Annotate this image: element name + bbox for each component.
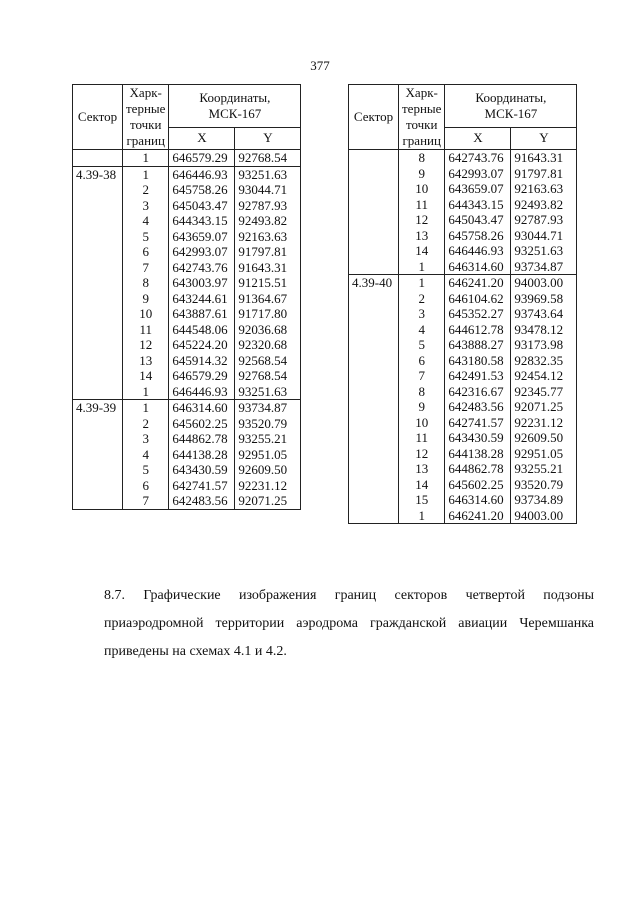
x-cell: 645758.26	[169, 182, 235, 198]
y-cell: 92163.63	[235, 229, 301, 245]
header-coordinates: Координаты, МСК-167	[445, 85, 577, 128]
x-cell: 644862.78	[169, 431, 235, 447]
y-cell: 93255.21	[511, 461, 577, 477]
x-cell: 643888.27	[445, 337, 511, 353]
x-cell: 644343.15	[169, 213, 235, 229]
y-cell: 93520.79	[511, 477, 577, 493]
sector-cell	[349, 415, 399, 431]
coordinates-table-left	[72, 84, 301, 510]
y-cell: 92951.05	[511, 446, 577, 462]
table-row	[73, 291, 301, 307]
point-cell: 1	[123, 150, 169, 167]
y-cell: 92768.54	[235, 368, 301, 384]
point-cell: 8	[123, 275, 169, 291]
table-row	[73, 447, 301, 463]
sector-cell: 4.39-39	[73, 400, 123, 416]
point-cell: 7	[399, 368, 445, 384]
x-cell: 646104.62	[445, 291, 511, 307]
table-row	[349, 461, 577, 477]
point-cell: 11	[399, 430, 445, 446]
x-cell: 645914.32	[169, 353, 235, 369]
x-cell: 645758.26	[445, 228, 511, 244]
y-cell: 93969.58	[511, 291, 577, 307]
point-cell: 14	[399, 477, 445, 493]
x-cell: 645602.25	[169, 416, 235, 432]
y-cell: 92071.25	[511, 399, 577, 415]
sector-cell	[73, 447, 123, 463]
y-cell: 93520.79	[235, 416, 301, 432]
point-cell: 1	[399, 259, 445, 275]
x-cell: 642483.56	[445, 399, 511, 415]
table-row	[73, 244, 301, 260]
x-cell: 644138.28	[169, 447, 235, 463]
y-cell: 91364.67	[235, 291, 301, 307]
table-row	[73, 229, 301, 245]
header-sector: Сектор	[73, 85, 123, 150]
point-cell: 10	[399, 415, 445, 431]
y-cell: 92787.93	[235, 198, 301, 214]
sector-cell	[73, 493, 123, 509]
table-row	[349, 259, 577, 275]
sector-cell	[73, 150, 123, 167]
x-cell: 645043.47	[445, 212, 511, 228]
sector-cell	[73, 291, 123, 307]
sector-cell	[349, 430, 399, 446]
point-cell: 8	[399, 150, 445, 166]
x-cell: 642483.56	[169, 493, 235, 509]
sector-cell	[349, 150, 399, 166]
point-cell: 2	[399, 291, 445, 307]
x-cell: 643659.07	[445, 181, 511, 197]
y-cell: 93251.63	[235, 166, 301, 182]
point-cell: 13	[123, 353, 169, 369]
y-cell: 92787.93	[511, 212, 577, 228]
table-row	[73, 493, 301, 509]
table-row	[73, 182, 301, 198]
y-cell: 93734.87	[235, 400, 301, 416]
table-row	[73, 478, 301, 494]
point-cell: 7	[123, 260, 169, 276]
y-cell: 92832.35	[511, 353, 577, 369]
sector-cell: 4.39-38	[73, 166, 123, 182]
y-cell: 93734.87	[511, 259, 577, 275]
x-cell: 644862.78	[445, 461, 511, 477]
table-row	[349, 477, 577, 493]
table-row	[73, 166, 301, 182]
sector-cell	[73, 322, 123, 338]
y-cell: 91643.31	[511, 150, 577, 166]
sector-cell	[73, 462, 123, 478]
point-cell: 3	[123, 198, 169, 214]
x-cell: 643003.97	[169, 275, 235, 291]
header-y: Y	[511, 127, 577, 149]
page-number: 377	[310, 58, 330, 73]
point-cell: 9	[399, 166, 445, 182]
y-cell: 92071.25	[235, 493, 301, 509]
point-cell: 13	[399, 461, 445, 477]
point-cell: 2	[123, 416, 169, 432]
point-cell: 5	[399, 337, 445, 353]
y-cell: 93251.63	[511, 243, 577, 259]
y-cell: 92493.82	[511, 197, 577, 213]
table-row	[73, 368, 301, 384]
point-cell: 4	[399, 322, 445, 338]
x-cell: 643244.61	[169, 291, 235, 307]
sector-cell	[349, 477, 399, 493]
table-row	[73, 150, 301, 167]
sector-cell	[349, 306, 399, 322]
x-cell: 642741.57	[169, 478, 235, 494]
table-row	[349, 508, 577, 524]
y-cell: 92345.77	[511, 384, 577, 400]
point-cell: 8	[399, 384, 445, 400]
point-cell: 3	[399, 306, 445, 322]
x-cell: 643180.58	[445, 353, 511, 369]
sector-cell	[349, 291, 399, 307]
table-row	[349, 353, 577, 369]
sector-cell	[73, 213, 123, 229]
sector-cell	[73, 337, 123, 353]
sector-cell	[349, 368, 399, 384]
sector-cell	[349, 384, 399, 400]
point-cell: 6	[399, 353, 445, 369]
table-row	[349, 197, 577, 213]
sector-cell	[349, 228, 399, 244]
point-cell: 14	[399, 243, 445, 259]
sector-cell	[349, 243, 399, 259]
header-x: X	[445, 127, 511, 149]
sector-cell	[349, 197, 399, 213]
point-cell: 3	[123, 431, 169, 447]
table-row	[73, 384, 301, 400]
point-cell: 6	[123, 478, 169, 494]
sector-cell: 4.39-40	[349, 275, 399, 291]
sector-cell	[73, 368, 123, 384]
table-row	[349, 415, 577, 431]
x-cell: 646446.93	[169, 166, 235, 182]
sector-cell	[349, 337, 399, 353]
table-row	[349, 243, 577, 259]
point-cell: 4	[123, 447, 169, 463]
x-cell: 643430.59	[169, 462, 235, 478]
point-cell: 14	[123, 368, 169, 384]
table-row	[349, 337, 577, 353]
table-row	[73, 337, 301, 353]
y-cell: 94003.00	[511, 508, 577, 524]
y-cell: 92454.12	[511, 368, 577, 384]
table-row	[349, 384, 577, 400]
x-cell: 642491.53	[445, 368, 511, 384]
table-row	[73, 462, 301, 478]
table-row	[73, 400, 301, 416]
sector-cell	[73, 384, 123, 400]
table-row	[349, 306, 577, 322]
table-row	[349, 166, 577, 182]
header-points: Харк- терные точки границ	[123, 85, 169, 150]
y-cell: 92493.82	[235, 213, 301, 229]
x-cell: 644612.78	[445, 322, 511, 338]
sector-cell	[73, 182, 123, 198]
table-row	[349, 228, 577, 244]
y-cell: 93734.89	[511, 492, 577, 508]
y-cell: 91215.51	[235, 275, 301, 291]
point-cell: 1	[123, 384, 169, 400]
table-row	[349, 181, 577, 197]
sector-cell	[73, 275, 123, 291]
x-cell: 642743.76	[445, 150, 511, 166]
header-x: X	[169, 127, 235, 149]
sector-cell	[73, 431, 123, 447]
table-row	[73, 198, 301, 214]
x-cell: 644138.28	[445, 446, 511, 462]
sector-cell	[73, 353, 123, 369]
point-cell: 1	[399, 508, 445, 524]
x-cell: 645224.20	[169, 337, 235, 353]
sector-cell	[349, 508, 399, 524]
x-cell: 644343.15	[445, 197, 511, 213]
x-cell: 642743.76	[169, 260, 235, 276]
x-cell: 644548.06	[169, 322, 235, 338]
y-cell: 94003.00	[511, 275, 577, 291]
header-sector: Сектор	[349, 85, 399, 150]
x-cell: 642993.07	[445, 166, 511, 182]
y-cell: 92231.12	[511, 415, 577, 431]
y-cell: 92231.12	[235, 478, 301, 494]
table-row	[349, 291, 577, 307]
table-row	[349, 368, 577, 384]
y-cell: 93044.71	[235, 182, 301, 198]
point-cell: 2	[123, 182, 169, 198]
y-cell: 92320.68	[235, 337, 301, 353]
table-row	[349, 322, 577, 338]
point-cell: 12	[123, 337, 169, 353]
x-cell: 645352.27	[445, 306, 511, 322]
sector-cell	[349, 353, 399, 369]
table-row	[73, 306, 301, 322]
point-cell: 11	[399, 197, 445, 213]
sector-cell	[349, 322, 399, 338]
y-cell: 91797.81	[511, 166, 577, 182]
table-row	[349, 150, 577, 166]
x-cell: 646241.20	[445, 508, 511, 524]
y-cell: 91643.31	[235, 260, 301, 276]
sector-cell	[73, 244, 123, 260]
table-row	[73, 416, 301, 432]
y-cell: 92163.63	[511, 181, 577, 197]
table-row	[73, 322, 301, 338]
y-cell: 91717.80	[235, 306, 301, 322]
table-row	[73, 260, 301, 276]
point-cell: 6	[123, 244, 169, 260]
x-cell: 643430.59	[445, 430, 511, 446]
point-cell: 9	[123, 291, 169, 307]
table-row	[73, 353, 301, 369]
sector-cell	[73, 260, 123, 276]
sector-cell	[349, 166, 399, 182]
point-cell: 4	[123, 213, 169, 229]
sector-cell	[349, 212, 399, 228]
y-cell: 92568.54	[235, 353, 301, 369]
point-cell: 1	[123, 400, 169, 416]
sector-cell	[349, 461, 399, 477]
x-cell: 645043.47	[169, 198, 235, 214]
y-cell: 93255.21	[235, 431, 301, 447]
sector-cell	[73, 198, 123, 214]
x-cell: 646314.60	[169, 400, 235, 416]
point-cell: 12	[399, 446, 445, 462]
y-cell: 93478.12	[511, 322, 577, 338]
sector-cell	[73, 416, 123, 432]
x-cell: 646579.29	[169, 368, 235, 384]
point-cell: 7	[123, 493, 169, 509]
sector-cell	[349, 259, 399, 275]
y-cell: 92609.50	[511, 430, 577, 446]
x-cell: 646314.60	[445, 259, 511, 275]
point-cell: 13	[399, 228, 445, 244]
y-cell: 92951.05	[235, 447, 301, 463]
point-cell: 12	[399, 212, 445, 228]
x-cell: 646241.20	[445, 275, 511, 291]
paragraph-8-7: 8.7. Графические изображения границ секторов четвертой подзоны приаэродромной территории аэродрома гражданской авиации Черемшанка приведены на схемах 4.1 и 4.2.	[104, 588, 594, 659]
x-cell: 643659.07	[169, 229, 235, 245]
y-cell: 93251.63	[235, 384, 301, 400]
table-row	[349, 399, 577, 415]
point-cell: 10	[399, 181, 445, 197]
y-cell: 92768.54	[235, 150, 301, 167]
header-coordinates: Координаты, МСК-167	[169, 85, 301, 128]
point-cell: 1	[123, 166, 169, 182]
point-cell: 11	[123, 322, 169, 338]
header-y: Y	[235, 127, 301, 149]
point-cell: 5	[123, 229, 169, 245]
point-cell: 5	[123, 462, 169, 478]
x-cell: 646446.93	[445, 243, 511, 259]
x-cell: 646446.93	[169, 384, 235, 400]
x-cell: 646314.60	[445, 492, 511, 508]
point-cell: 9	[399, 399, 445, 415]
x-cell: 643887.61	[169, 306, 235, 322]
point-cell: 10	[123, 306, 169, 322]
y-cell: 93743.64	[511, 306, 577, 322]
x-cell: 642993.07	[169, 244, 235, 260]
sector-cell	[73, 306, 123, 322]
table-row	[349, 446, 577, 462]
table-row	[73, 213, 301, 229]
y-cell: 91797.81	[235, 244, 301, 260]
y-cell: 92036.68	[235, 322, 301, 338]
table-row	[349, 275, 577, 291]
table-row	[349, 212, 577, 228]
sector-cell	[73, 229, 123, 245]
header-points: Харк- терные точки границ	[399, 85, 445, 150]
sector-cell	[349, 399, 399, 415]
sector-cell	[73, 478, 123, 494]
table-row	[73, 275, 301, 291]
x-cell: 646579.29	[169, 150, 235, 167]
x-cell: 642741.57	[445, 415, 511, 431]
table-row	[349, 430, 577, 446]
sector-cell	[349, 446, 399, 462]
table-row	[349, 492, 577, 508]
point-cell: 15	[399, 492, 445, 508]
coordinates-table-right	[348, 84, 577, 524]
x-cell: 642316.67	[445, 384, 511, 400]
y-cell: 92609.50	[235, 462, 301, 478]
table-row	[73, 431, 301, 447]
y-cell: 93173.98	[511, 337, 577, 353]
sector-cell	[349, 181, 399, 197]
sector-cell	[349, 492, 399, 508]
point-cell: 1	[399, 275, 445, 291]
y-cell: 93044.71	[511, 228, 577, 244]
x-cell: 645602.25	[445, 477, 511, 493]
